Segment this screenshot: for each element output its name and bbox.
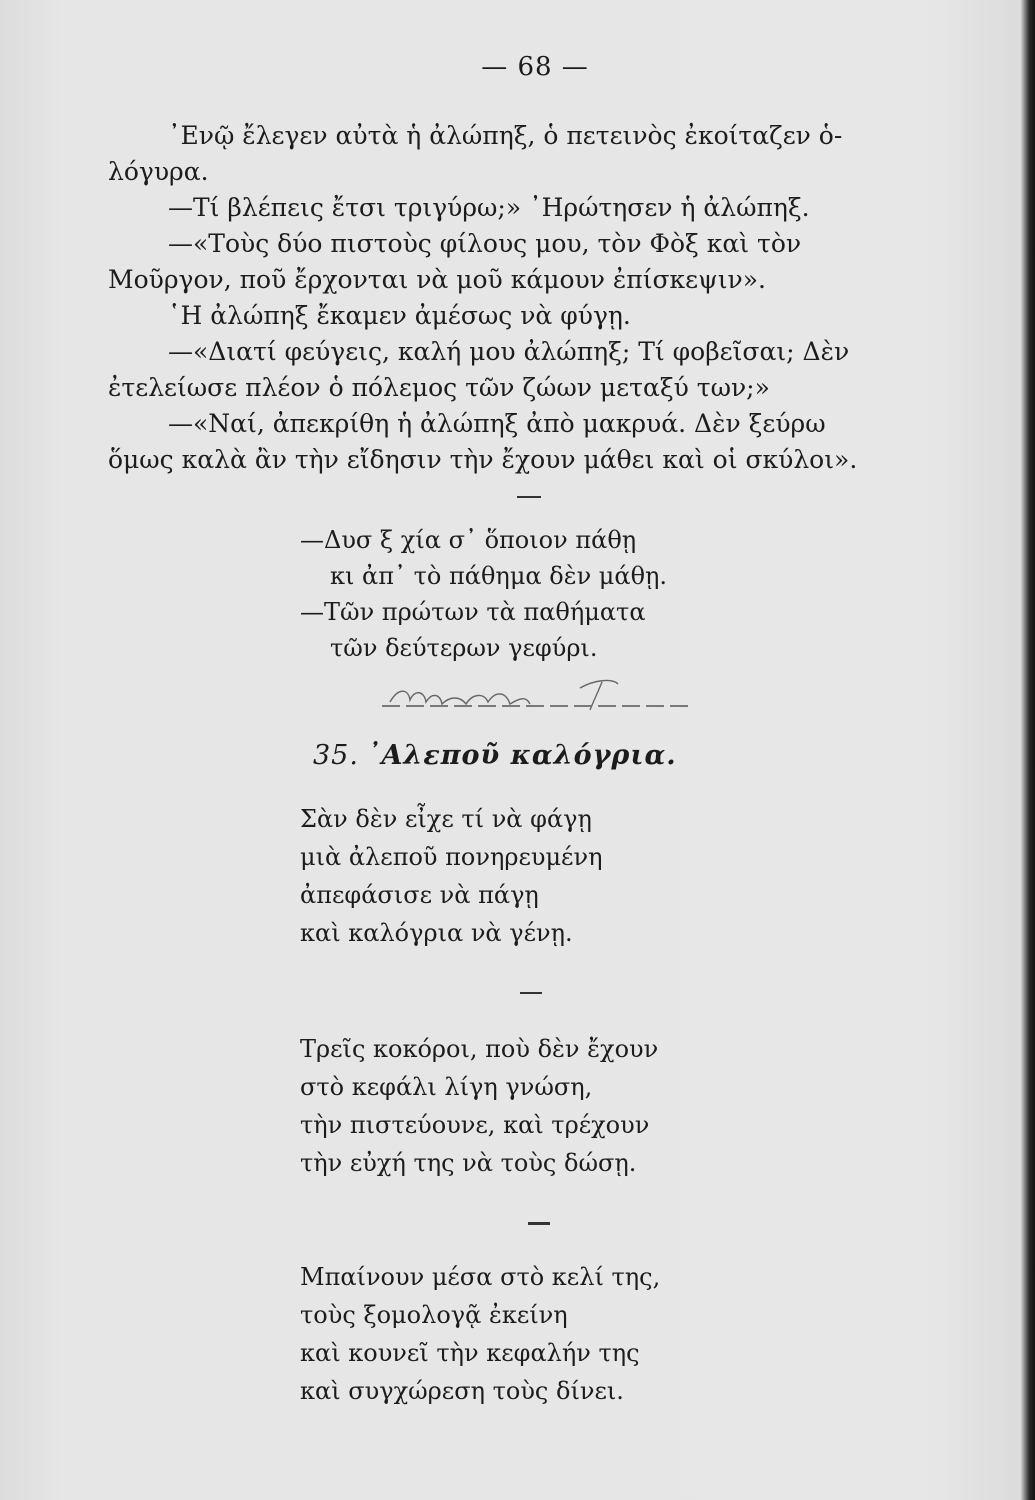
poem-line: τοὺς ξομολογᾷ ἐκείνη [300, 1301, 568, 1329]
poem-stanza-1 [300, 800, 602, 952]
prose-line: —Τί βλέπεις ἔτσι τριγύρω;» ᾽Ηρώτησεν ἡ ἀλώπηξ. [168, 193, 810, 222]
proverb-line: —Τῶν πρώτων τὰ παθήματα [300, 598, 646, 626]
poem-line: καὶ καλόγρια νὰ γένῃ. [300, 919, 573, 947]
poem-line: ἀπεφάσισε νὰ πάγῃ [300, 881, 539, 909]
proverb-block [300, 522, 667, 666]
poem-line: στὸ κεφάλι λίγη γνώση, [300, 1073, 593, 1101]
handwritten-scribble [380, 670, 690, 718]
proverb-line: κι ἀπ᾽ τὸ πάθημα δὲν μάθῃ. [330, 562, 668, 590]
stanza-separator-1 [520, 992, 542, 994]
poem-stanza-3 [300, 1258, 660, 1410]
stanza-separator-2 [528, 1222, 550, 1225]
prose-line: ἐτελείωσε πλέον ὁ πόλεμος τῶν ζώων μεταξύ των;» [108, 373, 770, 402]
prose-line: Μοῦργον, ποῦ ἔρχονται νὰ μοῦ κάμουν ἐπίσκεψιν». [108, 265, 766, 294]
section-number: 35. [313, 740, 359, 771]
poem-line: καὶ κουνεῖ τὴν κεφαλήν της [300, 1339, 640, 1367]
prose-line: ῾Η ἀλώπηξ ἔκαμεν ἀμέσως νὰ φύγῃ. [168, 301, 631, 330]
poem-stanza-2 [300, 1030, 658, 1182]
poem-line: μιὰ ἀλεποῦ πονηρευμένη [300, 843, 603, 871]
poem-line: τὴν πιστεύουνε, καὶ τρέχουν [300, 1111, 650, 1139]
prose-line: —«Διατί φεύγεις, καλή μου ἀλώπηξ; Τί φοβεῖσαι; Δὲν [168, 337, 850, 366]
prose-line: ὅμως καλὰ ἂν τὴν εἴδησιν τὴν ἔχουν μάθει καὶ οἱ σκύλοι». [108, 445, 858, 474]
poem-line: καὶ συγχώρεση τοὺς δίνει. [300, 1377, 624, 1405]
prose-line: —«Ναί, ἀπεκρίθη ἡ ἀλώπηξ ἀπὸ μακρυά. Δὲν ξεύρω [168, 409, 826, 438]
prose-line: λόγυρα. [108, 157, 209, 186]
section-heading [313, 740, 677, 771]
separator-rule [517, 496, 541, 498]
proverb-line: τῶν δεύτερων γεφύρι. [330, 634, 598, 662]
poem-line: Τρεῖς κοκόροι, ποὺ δὲν ἔχουν [300, 1035, 659, 1063]
page-number: — 68 — [481, 52, 589, 82]
poem-line: Μπαίνουν μέσα στὸ κελί της, [300, 1263, 661, 1291]
page-edge-shadow [1021, 0, 1035, 1500]
poem-line: Σὰν δὲν εἶχε τί νὰ φάγῃ [300, 805, 592, 833]
prose-line: ᾽Ενῷ ἔλεγεν αὐτὰ ἡ ἀλώπηξ, ὁ πετεινὸς ἐκοίταζεν ὁ- [168, 121, 843, 150]
proverb-line: —Δυσ ξ χία σ᾽ ὅποιον πάθῃ [300, 526, 637, 554]
section-title: ᾽Αλεποῦ καλόγρια. [366, 740, 677, 771]
prose-block [108, 118, 968, 478]
prose-line: —«Τοὺς δύο πιστοὺς φίλους μου, τὸν Φὸξ καὶ τὸν [168, 229, 802, 258]
poem-line: τὴν εὐχή της νὰ τοὺς δώσῃ. [300, 1149, 637, 1177]
